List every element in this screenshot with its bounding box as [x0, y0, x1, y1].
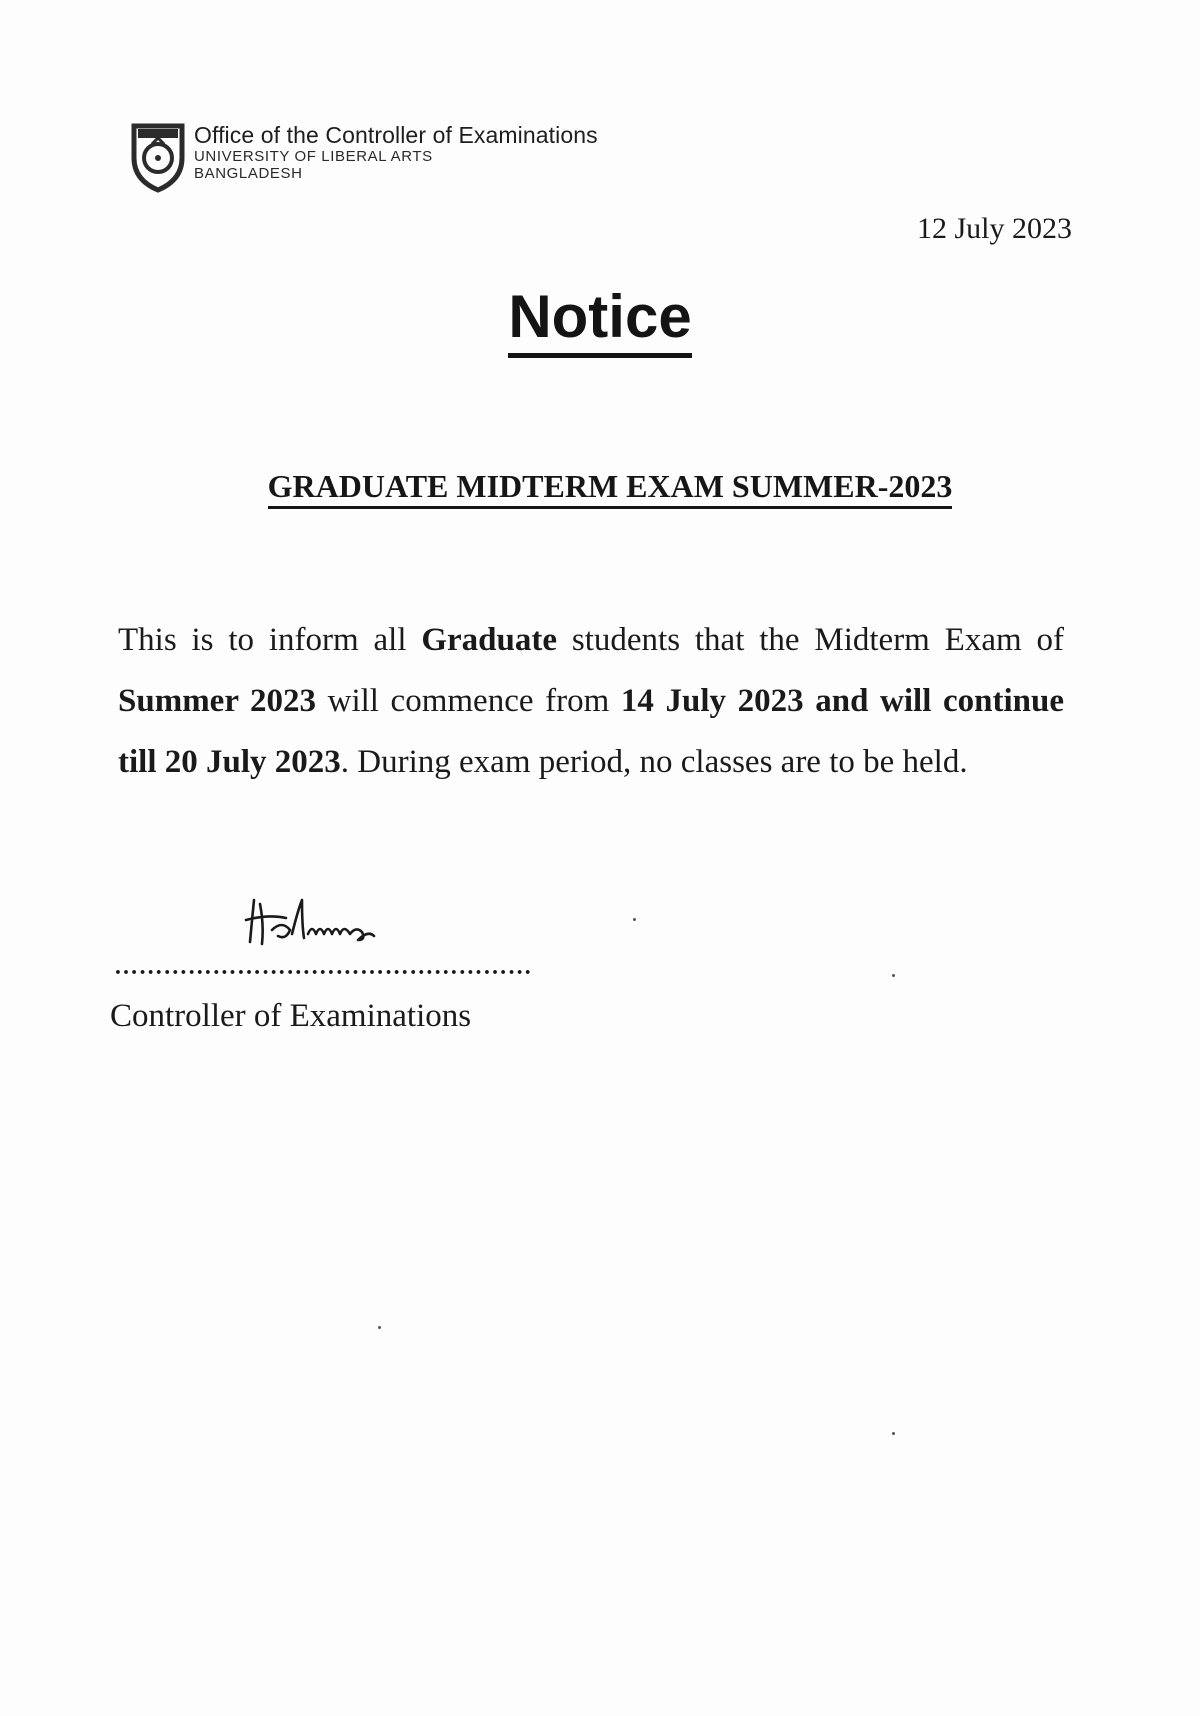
- body-text-2: students that the Midterm Exam of: [557, 622, 1064, 658]
- letterhead-university: UNIVERSITY OF LIBERAL ARTS: [194, 148, 433, 165]
- university-crest-icon: [128, 118, 188, 196]
- body-bold-dates: 14 July 2023 and will continue till 20 July 2023: [118, 683, 1064, 780]
- notice-title: Notice: [508, 285, 691, 358]
- scan-speck: [378, 1326, 381, 1329]
- letterhead-country: BANGLADESH: [194, 165, 303, 182]
- signatory-title: Controller of Examinations: [110, 998, 472, 1034]
- signature-block: [110, 890, 550, 1034]
- body-text-1: This is to inform all: [118, 622, 422, 658]
- body-text-4: . During exam period, no classes are to be held.: [340, 744, 968, 780]
- notice-body: [118, 610, 1064, 793]
- exam-heading-wrap: [0, 468, 1200, 509]
- handwritten-signature: [238, 890, 418, 954]
- exam-heading: GRADUATE MIDTERM EXAM SUMMER-2023: [268, 468, 953, 509]
- body-bold-term: Summer 2023: [118, 683, 316, 719]
- notice-title-wrap: [0, 285, 1200, 358]
- signature-line: ……………………………………………: [114, 954, 533, 980]
- notice-date: 12 July 2023: [916, 212, 1072, 245]
- letterhead-office: Office of the Controller of Examinations: [194, 122, 598, 148]
- scan-speck: [892, 1432, 895, 1435]
- letterhead: [128, 118, 598, 196]
- scan-speck: [892, 974, 895, 977]
- body-text-3: will commence from: [316, 683, 621, 719]
- body-bold-graduate: Graduate: [421, 622, 558, 658]
- scan-speck: [633, 918, 636, 921]
